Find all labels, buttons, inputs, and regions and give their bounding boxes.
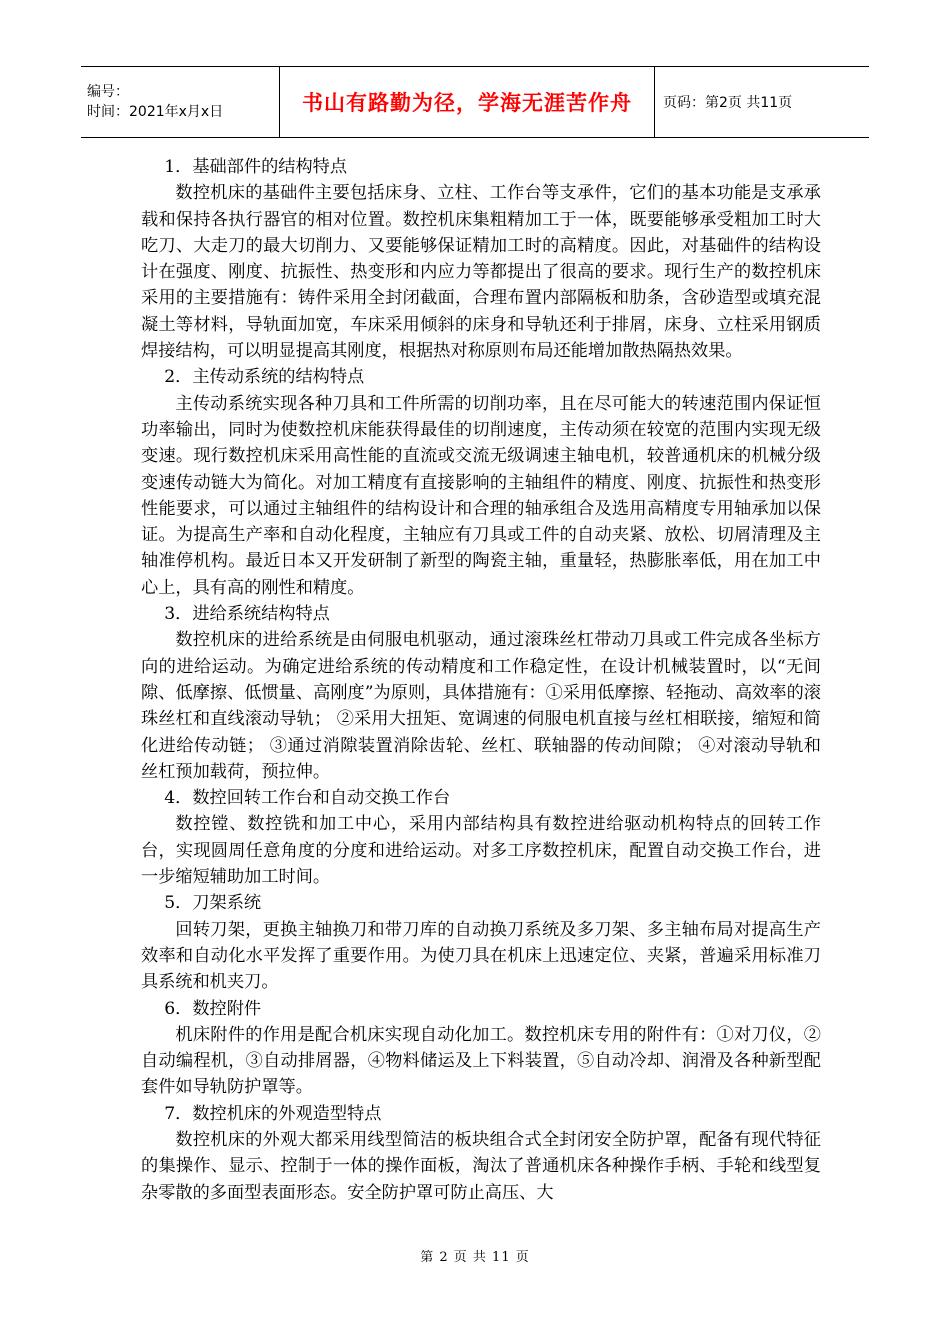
section-body: 机床附件的作用是配合机床实现自动化加工。数控机床专用的附件有：①对刀仪，②自动编程机，③自动排屑器，④物料储运及上下料装置，⑤自动冷却、润滑及各种新型配套件如导轨防护罩等。 bbox=[141, 1024, 821, 1098]
page-footer: 第 2 页 共 11 页 bbox=[420, 1250, 530, 1265]
section-heading: 2．主传动系统的结构特点 bbox=[164, 367, 365, 388]
section-body: 回转刀架，更换主轴换刀和带刀库的自动换刀系统及多刀架、多主轴布局对提高生产效率和自动化水平发挥了重要作用。为使刀具在机床上迅速定位、夹紧，普遍采用标准刀具系统和机夹刀。 bbox=[141, 919, 821, 993]
section-heading: 5．刀架系统 bbox=[164, 893, 262, 914]
header-motto-cell bbox=[280, 67, 655, 137]
number-label: 编号： bbox=[87, 84, 129, 100]
header-page-cell bbox=[655, 67, 869, 137]
time-label: 时间：2021年x月x日 bbox=[87, 104, 224, 120]
section-body: 主传动系统实现各种刀具和工件所需的切削功率，且在尽可能大的转速范围内保证恒功率输出，同时为使数控机床能获得最佳的切削速度，主传动须在较宽的范围内实现无级变速。现行数控机床采用高性能的直流或交流无级调速主轴电机，较普通机床的机械分级变速传动链大为简化。对加工精度有直接影响的主轴组件的精度、刚度、抗振性和热变形性能要求，可以通过主轴组件的结构设计和合理的轴承组合及选用高精度专用轴承加以保证。为提高生产率和自动化程度，主轴应有刀具或工件的自动夹紧、放松、切屑清理及主轴准停机构。最近日本又开发研制了新型的陶瓷主轴，重量轻，热膨胀率低，用在加工中心上，具有高的刚性和精度。 bbox=[141, 393, 821, 598]
motto: 书山有路勤为径，学海无涯苦作舟 bbox=[302, 91, 632, 115]
section-heading: 1．基础部件的结构特点 bbox=[164, 157, 348, 177]
section-heading: 4．数控回转工作台和自动交换工作台 bbox=[164, 788, 451, 809]
section-body: 数控机床的基础件主要包括床身、立柱、工作台等支承件，它们的基本功能是支承承载和保持各执行器官的相对位置。数控机床集粗精加工于一体，既要能够承受粗加工时大吃刀、大走刀的最大切削力、又要能够保证精加工时的高精度。因此，对基础件的结构设计在强度、刚度、抗振性、热变形和内应力等都提出了很高的要求。现行生产的数控机床采用的主要措施有：铸件采用全封闭截面，合理布置内部隔板和肋条，含砂造型或填充混凝土等材料，导轨面加宽，车床采用倾斜的床身和导轨还利于排屑，床身、立柱采用钢质焊接结构，可以明显提高其刚度，根据热对称原则布局还能增加散热隔热效果。 bbox=[141, 183, 821, 362]
header-meta bbox=[81, 67, 280, 137]
section-heading: 7．数控机床的外观造型特点 bbox=[164, 1103, 382, 1124]
section-heading: 3．进给系统结构特点 bbox=[164, 604, 330, 625]
section-body: 数控机床的外观大都采用线型简洁的板块组合式全封闭安全防护罩，配备有现代特征的集操作、显示、控制于一体的操作面板，淘汰了普通机床各种操作手柄、手轮和线型复杂零散的多面型表面形态。安全防护罩可防止高压、大 bbox=[141, 1129, 821, 1203]
page-label: 页码：第2页 共11页 bbox=[663, 95, 793, 111]
section-body: 数控镗、数控铣和加工中心，采用内部结构具有数控进给驱动机构特点的回转工作台，实现圆周任意角度的分度和进给运动。对多工序数控机床，配置自动交换工作台，进一步缩短辅助加工时间。 bbox=[141, 814, 821, 888]
section-heading: 6．数控附件 bbox=[164, 998, 262, 1019]
section-body: 数控机床的进给系统是由伺服电机驱动，通过滚珠丝杠带动刀具或工件完成各坐标方向的进给运动。为确定进给系统的传动精度和工作稳定性，在设计机械装置时，以“无间隙、低摩擦、低惯量、高刚度”为原则，具体措施有：①采用低摩擦、轻拖动、高效率的滚珠丝杠和直线滚动导轨； ②采用大扭矩、宽调速的伺服电机直接与丝杠相联接，缩短和简化进给传动链； ③通过消隙装置消除齿轮、丝杠、联轴器的传动间隙； ④对滚动导轨和丝杠预加载荷，预拉伸。 bbox=[141, 630, 821, 782]
document-body bbox=[141, 154, 821, 1206]
page-header bbox=[81, 66, 869, 138]
